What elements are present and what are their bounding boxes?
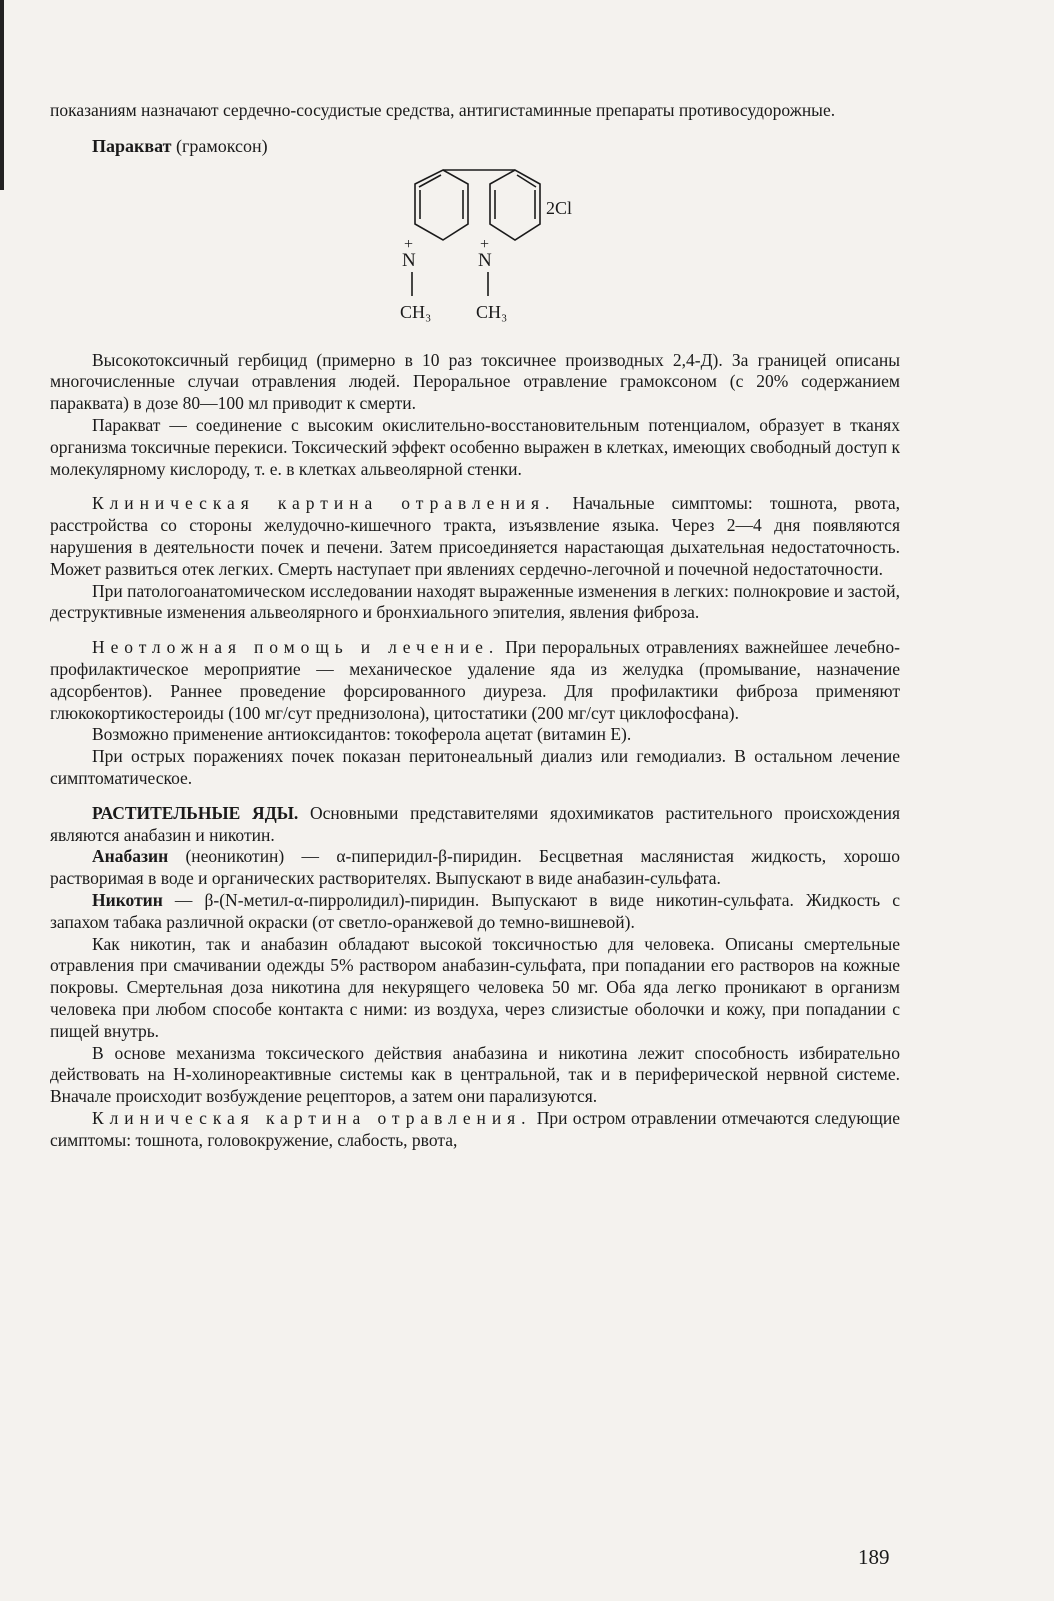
paraquat-treatment-paragraph [50,637,900,724]
nicotine-paragraph [50,890,900,934]
nicotine-term: Никотин [92,889,163,910]
plant-clinical-heading: Клиническая картина отравления. [92,1107,532,1128]
paraquat-clinical-text: Начальные симптомы: тошнота, рвота, расстройства со стороны желудочно-кишечного тракта, изъязвление языка. Через 2—4 дня появляются нарушения в деятельности почек и печени. Затем присоединяется нарастающая дыхательная недостаточность. Может развиться отек легких. Смерть наступает при явлениях сердечно-легочной и почечной недостаточности. [50,493,900,579]
counter-ion: 2Cl [546,197,573,218]
intro-paragraph: показаниям назначают сердечно-сосудистые средства, антигистаминные препараты противосудорожные. [50,100,836,120]
paraquat-title [50,136,900,158]
plant-poisons-intro: Основными представителями ядохимикатов растительного происхождения являются анабазин и никотин. [50,802,900,845]
paraquat-pathology-paragraph: При патологоанатомическом исследовании находят выраженные изменения в легких: полнокровие и застой, деструктивные изменения альвеолярного и бронхиального эпителия, явления фиброза. [50,580,900,623]
charge-left: + [404,235,414,253]
anabasine-term: Анабазин [92,846,169,867]
mechanism-paragraph: В основе механизма токсического действия анабазина и никотина лежит способность избирательно действовать на Н-холинореактивные системы как в центральной, так и в периферической нервной системе. Вначале происходит возбуждение рецепторов, а затем они парализуются. [50,1042,900,1107]
paraquat-formula-svg [50,162,610,350]
nitrogen-left: N [402,249,416,271]
paraquat-structural-formula [50,162,900,350]
paraquat-antioxidants-paragraph: Возможно применение антиоксидантов: токоферола ацетат (витамин Е). [92,724,632,745]
plant-clinical-paragraph [50,1108,900,1152]
scan-edge-mark [0,0,4,190]
plant-poisons-heading: РАСТИТЕЛЬНЫЕ ЯДЫ. [92,802,299,823]
plant-poisons-paragraph [50,803,900,847]
paraquat-title-bold: Паракват [92,135,172,156]
anabasine-text: (неоникотин) — α-пиперидил-β-пиридин. Бесцветная маслянистая жидкость, хорошо растворимая в воде и органических растворителях. Выпускают в виде анабазин-сульфата. [50,846,900,889]
paraquat-clinical-heading: Клиническая картина отравления. [92,493,556,514]
page-number: 189 [858,1545,890,1569]
toxicity-paragraph: Как никотин, так и анабазин обладают высокой токсичностью для человека. Описаны смертельные отравления при смачивании одежды 5% раствором анабазин-сульфата, при попадании его растворов на кожные покровы. Смертельная доза никотина для некурящего человека 50 мг. Оба яда легко проникают в организм человека при любом способе контакта с ними: из воздуха, через слизистые оболочки и кожу, при попадании с пищей внутрь. [50,933,900,1041]
paraquat-title-rest: (грамоксон) [171,135,268,156]
nicotine-text: — β-(N-метил-α-пирролидил)-пиридин. Выпускают в виде никотин-сульфата. Жидкость с запахом табака различной окраски (от светло-оранжевой до темно-вишневой). [50,889,900,932]
methyl-right: CH₃ [476,301,508,322]
paraquat-dialysis-paragraph: При острых поражениях почек показан перитонеальный диализ или гемодиализ. В остальном лечение симптоматическое. [50,746,900,788]
plant-clinical-text: При остром отравлении отмечаются следующие симптомы: тошнота, головокружение, слабость, рвота, [50,1107,901,1150]
page-body [50,100,900,1151]
methyl-left: CH₃ [400,301,432,322]
paraquat-paragraph-1: Высокотоксичный гербицид (примерно в 10 раз токсичнее производных 2,4-Д). За границей описаны многочисленные случаи отравления людей. Пероральное отравление грамоксоном (с 20% содержанием параквата) в дозе 80—100 мл приводит к смерти. [50,349,900,414]
paraquat-treatment-heading: Неотложная помощь и лечение. [92,637,500,658]
paraquat-treatment-text: При пероральных отравлениях важнейшее лечебно-профилактическое мероприятие — механическое удаление яда из желудка (промывание, назначение адсорбентов). Раннее проведение форсированного диуреза. Для профилактики фиброза применяют глюкокортикостероиды (100 мг/сут преднизолона), цитостатики (200 мг/сут циклофосфана). [50,637,900,723]
charge-right: + [480,235,490,253]
anabasine-paragraph [50,846,900,890]
paraquat-paragraph-2: Паракват — соединение с высоким окислительно-восстановительным потенциалом, образует в тканях организма токсичные перекиси. Токсический эффект особенно выражен в клетках, имеющих свободный доступ к молекулярному кислороду, т. е. в клетках альвеолярной стенки. [50,414,900,479]
paraquat-clinical-paragraph [50,493,900,580]
nitrogen-right: N [478,249,492,271]
